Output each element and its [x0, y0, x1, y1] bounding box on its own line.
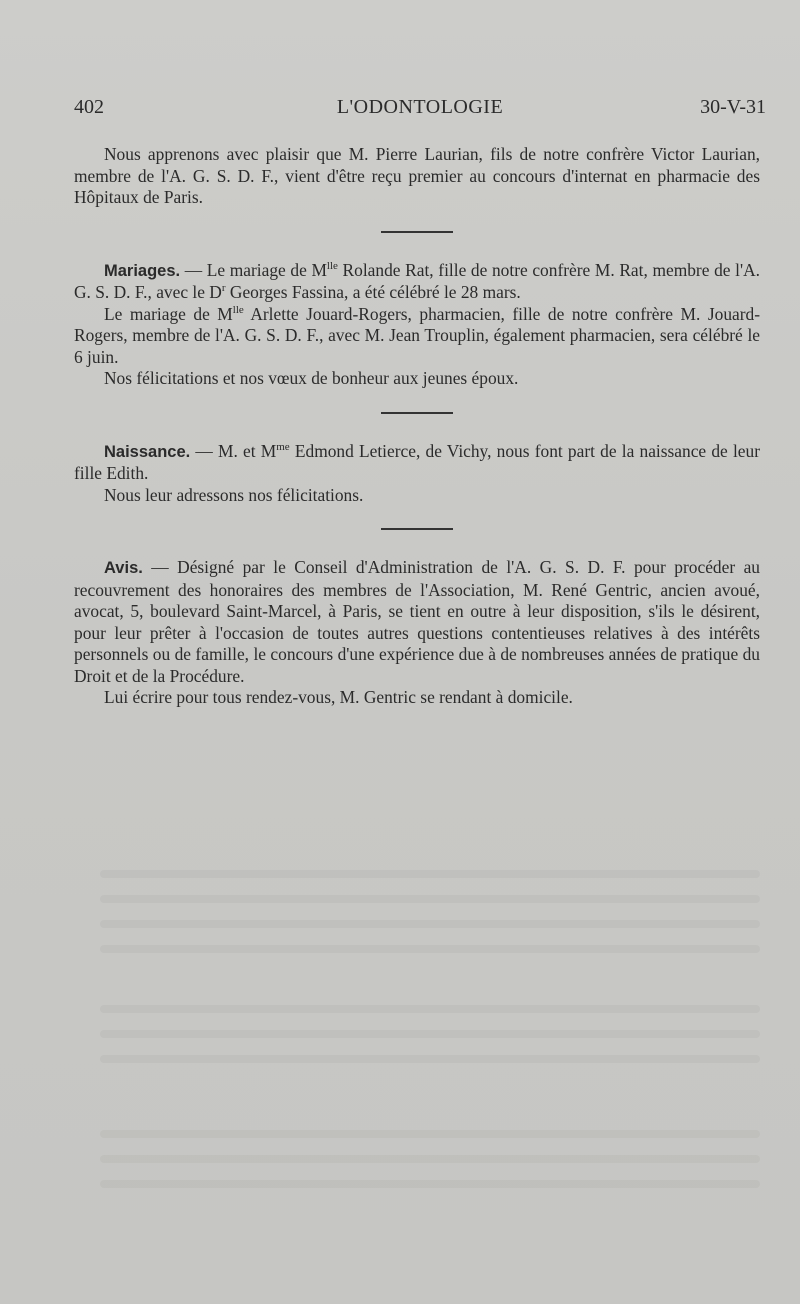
- bleed-through: [0, 760, 800, 1304]
- page-header: [74, 96, 766, 126]
- section-heading-mariages: Mariages.: [104, 261, 181, 280]
- paragraph-laurian: Nous apprenons avec plaisir que M. Pierre Laurian, fils de notre confrère Victor Laurian, membre de l'A. G. S. D. F., vient d'être reçu premier au concours d'internat en pharmacie des Hôpitaux de Paris.: [74, 144, 760, 207]
- ghost-line: [100, 1055, 760, 1063]
- section-heading-avis: Avis.: [104, 559, 143, 577]
- ghost-line: [100, 870, 760, 878]
- paragraph-naissance-1: Naissance. — M. et $M^{me}$ Edmond Letierce, de Vichy, nous font part de la naissance de leur fille Edith.: [74, 440, 760, 483]
- running-title: L'ODONTOLOGIE: [336, 96, 504, 118]
- section-divider: [381, 231, 453, 233]
- paragraph-avis-1: Avis. — Désigné par le Conseil d'Administration de l'A. G. S. D. F. pour procéder au recouvrement des honoraires des membres de l'Association, M. René Gentric, ancien avoué, avocat, 5, boulevard Saint-Marcel, à Paris, se tient en outre à leur disposition, s'ils le désirent, pour leur prêter à l'occasion de toutes autres questions contentieuses relatives à des intérêts personnels ou de famille, le concours d'une expérience due à de nombreuses années de pratique du Droit et de la Procédure.: [74, 557, 760, 686]
- paragraph-mariages-2: Le mariage de $M^{lle}$ Arlette Jouard-Rogers, pharmacien, fille de notre confrère M. Jouard-Rogers, membre de l'A. G. S. D. F., avec M. Jean Trouplin, également pharmacien, sera célébré le 6 juin.: [74, 303, 761, 367]
- ghost-line: [100, 1155, 760, 1163]
- ghost-line: [100, 895, 760, 903]
- paragraph-naissance-2: Nous leur adressons nos félicitations.: [104, 484, 364, 505]
- ghost-line: [100, 1180, 760, 1188]
- paragraph-mariages-1: Mariages. — Le mariage de $M^{lle}$ Rolande Rat, fille de notre confrère M. Rat, membre de l'A. G. S. D. F., avec le $D^r$ Georges Fassina, a été célébré le 28 mars.: [74, 259, 761, 302]
- article-body: [74, 144, 760, 709]
- paragraph-avis-2: Lui écrire pour tous rendez-vous, M. Gentric se rendant à domicile.: [104, 687, 573, 707]
- ghost-line: [100, 1030, 760, 1038]
- section-divider: [381, 412, 453, 414]
- ghost-line: [100, 920, 760, 928]
- ghost-line: [100, 1005, 760, 1013]
- paragraph-mariages-3: Nos félicitations et nos vœux de bonheur aux jeunes époux.: [104, 368, 519, 388]
- section-divider: [381, 528, 453, 530]
- section-heading-naissance: Naissance.: [104, 442, 191, 461]
- ghost-line: [100, 1130, 760, 1138]
- ghost-line: [100, 945, 760, 953]
- issue-date: 30-V-31: [700, 96, 766, 118]
- page-number: 402: [74, 96, 104, 118]
